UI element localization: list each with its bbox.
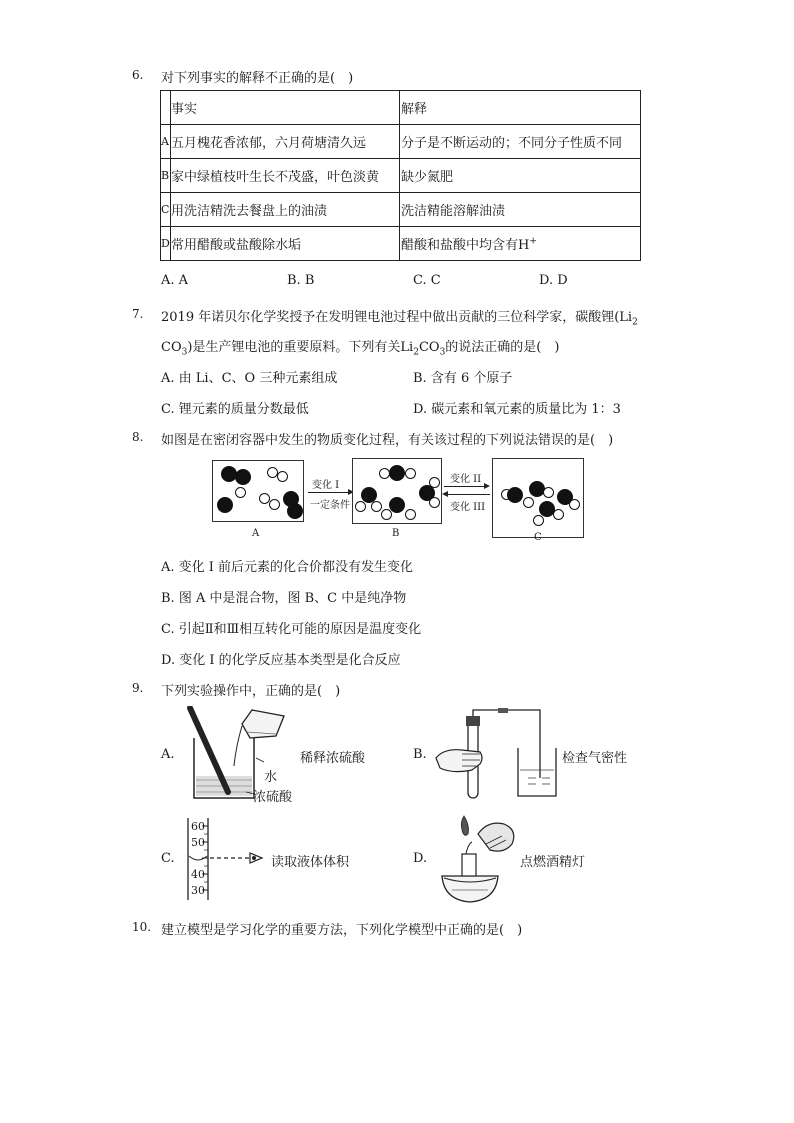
q6-row-label: C xyxy=(161,193,171,227)
q6-row-explain: 分子是不断运动的；不同分子性质不同 xyxy=(400,125,641,159)
q9-option-d[interactable]: D. xyxy=(413,851,428,866)
q7-sub: 2 xyxy=(632,317,638,328)
q6-option-d[interactable]: D. D xyxy=(539,273,568,288)
white-atom-icon xyxy=(381,509,392,520)
q6-row-fact: 五月槐花香浓郁，六月荷塘清久远 xyxy=(171,125,400,159)
q7-option-a[interactable]: A. 由 Li、C、O 三种元素组成 xyxy=(161,371,338,386)
q9-a-acid-label: 浓硫酸 xyxy=(253,790,293,805)
q8-arrow3-bottom: 变化 III xyxy=(450,502,486,513)
q6-row-explain: 醋酸和盐酸中均含有H xyxy=(401,238,530,253)
table-row xyxy=(161,193,641,227)
q9-stem: 下列实验操作中，正确的是( ) xyxy=(161,684,341,699)
q6-option-a[interactable]: A. A xyxy=(161,273,189,288)
q8-arrow1-top: 变化 I xyxy=(312,480,340,491)
q6-table-header-row xyxy=(161,91,641,125)
q8-option-b[interactable]: B. 图 A 中是混合物，图 B、C 中是纯净物 xyxy=(161,591,407,606)
q7-stem-text1: 2019 年诺贝尔化学奖授予在发明锂电池过程中做出贡献的三位科学家，碳酸锂(Li xyxy=(161,310,633,325)
q6-row-label: B xyxy=(161,159,171,193)
q8-option-d[interactable]: D. 变化 I 的化学反应基本类型是化合反应 xyxy=(161,653,401,668)
q6-number: 6. xyxy=(132,68,144,82)
black-atom-icon xyxy=(507,487,523,503)
white-atom-icon xyxy=(533,515,544,526)
black-atom-icon xyxy=(217,497,233,513)
black-atom-icon xyxy=(389,497,405,513)
q6-header-fact: 事实 xyxy=(171,91,400,125)
q8-arrow3-line xyxy=(446,494,490,495)
q10-stem: 建立模型是学习化学的重要方法，下列化学模型中正确的是( ) xyxy=(161,923,523,938)
q7-stem-text2b: )是生产锂电池的重要原料。下列有关Li xyxy=(187,340,414,355)
q9-c-tick-30: 30 xyxy=(191,884,205,897)
q6-table xyxy=(160,90,641,261)
white-atom-icon xyxy=(553,509,564,520)
q6-header-explain: 解释 xyxy=(400,91,641,125)
white-atom-icon xyxy=(269,499,280,510)
q8-label-c: C xyxy=(534,532,542,543)
q8-label-b: B xyxy=(392,528,400,539)
q8-option-c[interactable]: C. 引起Ⅱ和Ⅲ相互转化可能的原因是温度变化 xyxy=(161,622,422,637)
q8-stem: 如图是在密闭容器中发生的物质变化过程，有关该过程的下列说法错误的是( ) xyxy=(161,433,614,448)
q6-row-explain: 缺少氮肥 xyxy=(400,159,641,193)
q9-option-b[interactable]: B. xyxy=(413,747,427,762)
q9-c-tick-40: 40 xyxy=(191,868,205,881)
q7-stem-line1 xyxy=(161,306,638,328)
q6-explain-superscript: + xyxy=(529,236,537,247)
q9-a-caption: 稀释浓硫酸 xyxy=(300,751,366,766)
white-atom-icon xyxy=(277,471,288,482)
table-row xyxy=(161,159,641,193)
white-atom-icon xyxy=(355,501,366,512)
white-atom-icon xyxy=(569,499,580,510)
q9-c-caption: 读取液体体积 xyxy=(271,855,350,870)
white-atom-icon xyxy=(429,497,440,508)
q7-option-c[interactable]: C. 锂元素的质量分数最低 xyxy=(161,402,309,417)
q10-number: 10. xyxy=(132,920,152,934)
black-atom-icon xyxy=(235,469,251,485)
q8-number: 8. xyxy=(132,430,144,444)
q9-d-caption: 点燃酒精灯 xyxy=(520,855,586,870)
q9-b-airtightness-illustration xyxy=(432,708,582,804)
arrow-right-icon xyxy=(484,483,490,489)
q9-c-tick-60: 60 xyxy=(191,820,205,833)
q7-sub: 3 xyxy=(439,347,446,358)
q8-option-a[interactable]: A. 变化 I 前后元素的化合价都没有发生变化 xyxy=(161,560,414,575)
q7-sub: 2 xyxy=(413,347,419,358)
white-atom-icon xyxy=(235,487,246,498)
q8-arrow1-bottom: 一定条件 xyxy=(310,500,350,511)
q7-stem-text2a: CO xyxy=(161,340,182,355)
q7-option-d[interactable]: D. 碳元素和氧元素的质量比为 1：3 xyxy=(413,402,621,417)
q7-stem-text2c: CO xyxy=(418,340,440,355)
q9-c-tick-50: 50 xyxy=(191,836,205,849)
white-atom-icon xyxy=(523,497,534,508)
q8-arrow2-top: 变化 II xyxy=(450,474,482,485)
q8-arrow1-line xyxy=(308,492,352,493)
q7-sub: 3 xyxy=(181,347,188,358)
q8-arrow2-line xyxy=(444,486,488,487)
q9-d-lamp-illustration xyxy=(432,814,522,906)
q9-option-a[interactable]: A. xyxy=(161,747,175,762)
q9-number: 9. xyxy=(132,681,144,695)
q8-box-c xyxy=(492,458,584,538)
q6-row-explain: 洗洁精能溶解油渍 xyxy=(400,193,641,227)
q8-label-a: A xyxy=(252,528,260,539)
table-row xyxy=(161,125,641,159)
q6-row-fact: 用洗洁精洗去餐盘上的油渍 xyxy=(171,193,400,227)
arrow-left-icon xyxy=(442,491,448,497)
q6-row-label: D xyxy=(161,227,171,261)
q7-stem-line2 xyxy=(161,336,559,358)
black-atom-icon xyxy=(389,465,405,481)
white-atom-icon xyxy=(543,487,554,498)
q6-row-explain-cell xyxy=(400,227,641,261)
white-atom-icon xyxy=(405,509,416,520)
q9-a-water-label: 水 xyxy=(264,770,278,785)
q6-row-fact: 家中绿植枝叶生长不茂盛，叶色淡黄 xyxy=(171,159,400,193)
q8-box-b xyxy=(352,458,442,524)
q8-molecule-figure xyxy=(210,456,586,544)
q6-row-fact: 常用醋酸或盐酸除水垢 xyxy=(171,227,400,261)
q6-stem: 对下列事实的解释不正确的是( ) xyxy=(161,71,354,86)
q7-option-b[interactable]: B. 含有 6 个原子 xyxy=(413,371,513,386)
q9-option-c[interactable]: C. xyxy=(161,851,175,866)
q9-b-caption: 检查气密性 xyxy=(562,751,628,766)
white-atom-icon xyxy=(429,477,440,488)
q7-stem-text2d: 的说法正确的是( ) xyxy=(445,340,560,355)
table-row xyxy=(161,227,641,261)
q6-row-label: A xyxy=(161,125,171,159)
q6-option-c[interactable]: C. C xyxy=(413,273,441,288)
q6-option-b[interactable]: B. B xyxy=(287,273,315,288)
white-atom-icon xyxy=(379,468,390,479)
white-atom-icon xyxy=(405,468,416,479)
white-atom-icon xyxy=(371,501,382,512)
black-atom-icon xyxy=(287,503,303,519)
q8-box-a xyxy=(212,460,304,522)
q7-number: 7. xyxy=(132,307,144,321)
